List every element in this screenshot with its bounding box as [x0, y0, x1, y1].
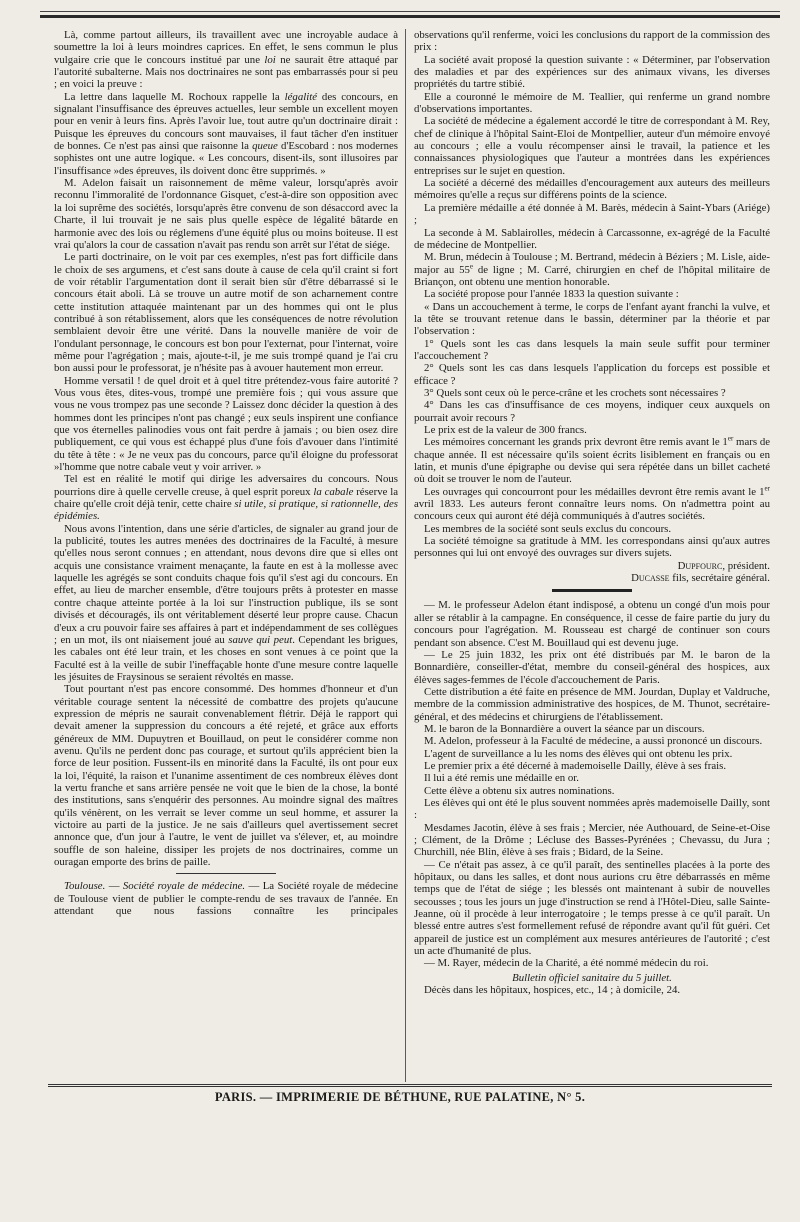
text-run: Tout pourtant n'est pas encore consommé. Des hommes d'honneur et d'un véritable courage sentent la nécessité de combattre des projets qu'aucune expression de mépris ne saurait convenablement flétrir. Déjà le rapport qui devait amener la suppression du concours a été rejeté, et grâce aux efforts généreux de MM. Dupuytren et Bouillaud, on peut le considérer comme non avenu. Qu'ils ne perdent donc pas courage, et surtout qu'ils apprécient bien la force de leur position. Fussent-ils en minorité dans la Faculté, ils ont pour eux la loi, l'équité, la raison et l'unanime assentiment de ces nombreux élèves dont la vertu franche et sans arrière pensée ne voit que le bien de la chose, la bonté des institutions, sans s'enquérir des personnes. Au moindre signal des maîtres qu'ils vénèrent, on les verrait se lever comme un seul homme, et assurer la victoire au parti de la justice. Je ne sais d'ailleurs quel avertissement secret annonce que, d'un jour à l'autre, le vent de juillet va s'élever, et, au moindre souffle de son haleine, dissiper les projets de nos doctrinaires, comme un ouragan emporte des brins de paille. — [54, 683, 398, 869]
paragraph — [414, 115, 770, 177]
footer-rule — [48, 1084, 772, 1087]
text-run: M. le baron de la Bonnardière a ouvert la séance par un discours. — [424, 722, 705, 735]
text-run: Décès dans les hôpitaux, hospices, etc., 14 ; à domicile, 24. — [424, 984, 681, 997]
paragraph — [54, 683, 398, 868]
text-run: La société avait proposé la question suivante : « Déterminer, par l'observation des maladies et par des expériences sur des animaux vivans, les diverses propriétés du tartre stibié. — [414, 53, 770, 91]
italic-text: légalité — [284, 90, 318, 103]
paragraph — [414, 301, 770, 338]
paragraph — [54, 91, 398, 177]
text-run: Les ouvrages qui concourront pour les médailles devront être remis avant le 1 — [424, 485, 765, 498]
article-doctrinaires — [54, 29, 398, 868]
text-run: d'Escobard : nos modernes sophistes ont une autre logique. « Les concours, disent-ils, sont illusoires par l'insuffisance »des épreuves, ils doivent donc être supprimés. » — [54, 140, 398, 177]
text-run: observations qu'il renferme, voici les conclusions du rapport de la commission des prix : — [414, 29, 770, 54]
text-run: La seconde à M. Sablairolles, médecin à Carcassonne, ex-agrégé de la Faculté de médecine de Montpellier. — [414, 226, 770, 251]
paragraph — [414, 760, 770, 772]
text-run: 2° Quels sont les cas dans lesquels l'application du forceps est possible et efficace ? — [414, 362, 770, 387]
printer-imprint: PARIS. — IMPRIMERIE DE BÉTHUNE, RUE PALATINE, N° 5. — [214, 1090, 586, 1104]
text-run: — M. Rayer, médecin de la Charité, a été nommé médecin du roi. — [424, 957, 709, 970]
text-run: Tel est en réalité le motif qui dirige les adversaires du concours. Nous pourrions dire à quelle cervelle creuse, à quel esprit poreux — [54, 473, 398, 498]
text-run: La société a décerné des médailles d'encouragement aux auteurs des meilleurs mémoires qu'elle a reçus sur différens points de la science. — [414, 177, 770, 202]
signatures — [414, 560, 770, 585]
paragraph — [414, 338, 770, 363]
paragraph — [414, 227, 770, 252]
text-run: Il lui a été remis une médaille en or. — [424, 772, 579, 785]
italic-text: loi — [264, 53, 276, 66]
text-run: La société propose pour l'année 1833 la question suivante : — [424, 288, 679, 301]
bulletin-heading — [414, 972, 770, 984]
text-run: La société témoigne sa gratitude à MM. les correspondans ainsi qu'aux autres personnes qui lui ont envoyé des ouvrages sur divers sujets. — [414, 535, 770, 560]
text-run: Cette distribution a été faite en présence de MM. Jourdan, Duplay et Valdruche, membre de la commission administrative des hospices, de M. Thunot, secrétaire-général, et des médecins et chirurgiens de l'établissement. — [414, 685, 770, 723]
paragraph — [414, 957, 770, 969]
text-run: — — [105, 880, 123, 893]
text-run: de ligne ; M. Carré, chirurgien en chef de l'hôpital militaire de Briançon, ont obtenu une mention honorable. — [414, 263, 770, 288]
text-run: — M. le professeur Adelon étant indisposé, a obtenu un congé d'un mois pour aller se rétablir à la campagne. En conséquence, il cesse de faire partie du jury du concours pour l'agrégation. M. Rousseau est chargé de continuer son cours pendant son absence. C'est M. Bouillaud qui est devenu juge. — [414, 599, 770, 649]
paragraph — [414, 984, 770, 996]
paragraph — [54, 473, 398, 522]
text-run: M. Adelon, professeur à la Faculté de médecine, a aussi prononcé un discours. — [424, 735, 763, 748]
signature-name: Ducasse — [631, 572, 670, 585]
paragraph — [414, 91, 770, 116]
paragraph — [414, 723, 770, 735]
paragraph — [414, 177, 770, 202]
text-run: 1° Quels sont les cas dans lesquels la main seule suffit pour terminer l'accouchement ? — [414, 337, 770, 362]
text-run: — Ce n'était pas assez, à ce qu'il paraît, des sentinelles placées à la porte des hôpitaux, ou dans les salles, et dont nous aurions cru être débarrassés en même temps que de l'état de siége ; les blessés ont maintenant à subir de nouvelles secousses ; tous les jours un juge d'instruction se rend à l'Hôtel-Dieu, salle Sainte-Jeanne, où il procède à leur interrogatoire ; le temps presse à ce qu'il paraît. Un blessé entre autres s'est formellement refusé de répondre avant qu'il fût guéri. Cet appareil de justice est un complément aux mesures antérieures de l'autorité ; c'est un acte d'humanité de plus. — [414, 858, 770, 958]
text-run: Les mémoires concernant les grands prix devront être remis avant le 1 — [424, 436, 728, 449]
italic-text: Société royale de médecine. — [122, 880, 246, 893]
text-run: « Dans un accouchement à terme, le corps de l'enfant ayant franchi la vulve, et la tête se trouvant retenue dans le bassin, déterminer par la théorie et par l'observation : — [414, 300, 770, 338]
text-run: Nous avons l'intention, dans une série d'articles, de signaler au grand jour de la publicité, toutes les autres menées des doctrinaires de la Faculté, à mesure qu'elles nous seront connues ; en attendant, nous devons dire que si elles ont acquis une consistance vraiment menaçante, la faute en est à la mollesse avec laquelle les agrégés se sont conduits chaque fois qu'il s'est agi du concours. En effet, au lieu de marcher ensemble, d'être toujours prêts à protester en masse contre chaque atteinte portée à la loi sur l'instruction publique, ils se sont divisés et découragés, ils ont véritablement déserté leur propre cause. Chacun d'eux a cru pouvoir faire ses affaires à part et indépendamment de ses collègues ; en un mot, ils ont niaisement joué au — [54, 522, 398, 646]
section-divider — [176, 873, 276, 874]
right-column — [414, 29, 770, 1082]
paragraph — [414, 859, 770, 958]
paragraph — [414, 797, 770, 822]
paragraph — [414, 251, 770, 288]
text-run: — Le 25 juin 1832, les prix ont été distribués par M. le baron de la Bonnardière, conseiller-d'état, membre du conseil-général des hospices, aux élèves sages-femmes de l'école d'accouchement de Paris. — [414, 648, 770, 686]
paragraph — [54, 880, 398, 917]
text-run: . Cependant les brigues, les cabales ont été leur train, et les choses en sont venues à ce point que la Faculté est à la veille de subir l'ineffaçable honte d'une mesure contre laquelle les jésuites de Fraysinous se seraient révoltés en masse. — [54, 633, 398, 683]
text-run: La première médaille a été donnée à M. Barès, médecin à Saint-Ybars (Ariége) ; — [414, 201, 770, 227]
text-run: M. Adelon faisait un raisonnement de même valeur, lorsqu'après avoir reconnu l'immoralité de l'ordonnance Gisquet, c'est-à-dire son opposition avec la loi suprême des sociétés, lorsqu'après être convenu de son désaccord avec la Charte, il lui trouvait je ne sais plus quelle espèce de légalité bâtarde en harmonie avec des lois ou réglemens d'une équité plus ou moins boiteuse. Il est vrai qu'alors la cour de cassation n'avait pas rendu son arrêt sur l'état de siége. — [54, 177, 398, 251]
italic-text: si utile, si pratique, si rationnelle, des épidémies. — [54, 498, 398, 523]
paragraph — [414, 436, 770, 485]
text-run: Le parti doctrinaire, on le voit par ces exemples, n'est pas fort difficile dans le choix de ses argumens, et c'est sans doute à cause de cela qu'il craint si fort de voir rétablir l'argumentation dont il serait bien sûr d'être débarrassé si le concours était aboli. Là se trouve un autre motif de son acharnement contre cette institution attaquée maintenant par un des hommes qui ont le plus contribué à son rétablissement, alors que les conséquences de notre révolution semblaient devoir être une vérité. Dans la nouvelle manière de voir de l'ondulant personnage, le concours est bon pour l'externat, pour l'internat, voire même pour l'agrégation ; mais, ajoute-t-il, je me suis trompé quand je l'ai cru bon aussi pour le professorat, je n'hésite pas à avouer hautement mon erreur. — [54, 251, 398, 375]
paragraph — [54, 375, 398, 474]
text-run: fils, secrétaire général. — [669, 572, 770, 585]
column-divider — [405, 29, 406, 1082]
paragraph — [414, 822, 770, 859]
text-run: des concours, en signalant l'insuffisance des épreuves actuelles, leur semble un excellent moyen pour en venir à leurs fins. Après l'avoir lue, tout autre qu'un doctrinaire dirait : Puisque les épreuves du concours sont mauvaises, il faut tâcher d'en instituer de bonnes. Ce n'est pas ainsi que raisonne la — [54, 90, 398, 153]
article-toulouse — [54, 880, 398, 917]
text-run: Le prix est de la valeur de 300 francs. — [424, 424, 587, 436]
paragraph — [414, 523, 770, 535]
deaths-report — [414, 984, 770, 996]
left-column — [54, 29, 398, 1082]
text-run: ne saurait être attaqué par l'autorité subalterne. Mais nos doctrinaires ne sont pas embarrassés pour si peu ; en voici la preuve : — [54, 53, 398, 91]
superscript: er — [727, 434, 734, 443]
bulletin-title — [414, 972, 770, 984]
paragraph — [414, 686, 770, 723]
paragraph — [414, 288, 770, 300]
signature-name: Dupfourc — [677, 559, 723, 572]
news-items — [414, 599, 770, 969]
paragraph — [414, 202, 770, 227]
article-toulouse-continued — [414, 29, 770, 560]
paragraph — [414, 599, 770, 648]
text-run: avril 1833. Les auteurs feront connaître leurs noms. On n'admettra point au concours ceux qui auront été déjà communiqués à d'autres sociétés. — [414, 498, 770, 523]
paragraph — [414, 399, 770, 424]
paragraph — [54, 177, 398, 251]
paragraph — [414, 748, 770, 760]
paragraph — [414, 785, 770, 797]
italic-text: sauve qui peut — [228, 633, 293, 646]
paragraph — [414, 649, 770, 686]
paragraph — [54, 29, 398, 91]
paragraph — [414, 387, 770, 399]
text-run: La lettre dans laquelle M. Rochoux rappelle la — [64, 90, 285, 103]
text-run: Mesdames Jacotin, élève à ses frais ; Mercier, née Authouard, de Seine-et-Oise ; Clément, de la Drôme ; Lécluse des Basses-Pyrénées ; Chevassu, du Jura ; Churchill, née Blin, élève à ses frais ; Bidard, de la Seine. — [414, 821, 770, 859]
italic-text: Bulletin officiel sanitaire du 5 juillet. — [512, 971, 672, 984]
text-run: L'agent de surveillance a lu les noms des élèves qui ont obtenu les prix. — [424, 747, 733, 760]
text-run: La société de médecine a également accordé le titre de correspondant à M. Rey, chef de clinique à l'hôpital Saint-Eloi de Montpellier, auteur d'un mémoire envoyé au concours ; elle a voulu récompenser ainsi le travail, la patience et les connaissances physiologiques que l'auteur a montrées dans les expériences entreprises sur le sujet en question. — [414, 115, 770, 177]
signature-line — [414, 560, 770, 572]
text-run: — La Société royale de médecine de Toulouse vient de publier le compte-rendu de ses travaux de l'année. En attendant que nous fassions connaître les principales — [54, 880, 398, 918]
paragraph — [414, 362, 770, 387]
text-run: M. Brun, médecin à Toulouse ; M. Bertrand, médecin à Béziers ; M. Lisle, aide-major au 55 — [414, 251, 770, 276]
text-run: , président. — [722, 559, 770, 572]
italic-text: queue — [252, 140, 278, 153]
text-run: réserve la chaire qu'elle croit déjà tenir, cette chaire — [54, 485, 398, 511]
signature-line — [414, 572, 770, 584]
text-run: Elle a couronné le mémoire de M. Teallier, qui renferme un grand nombre d'observations importantes. — [414, 90, 770, 116]
superscript: er — [764, 484, 770, 493]
superscript: e — [469, 261, 474, 270]
paragraph — [414, 772, 770, 784]
italic-text: la cabale — [313, 485, 354, 498]
text-run: Les membres de la société sont seuls exclus du concours. — [424, 522, 672, 535]
paragraph — [414, 424, 770, 436]
text-run: Là, comme partout ailleurs, ils travaillent avec une incroyable audace à soumettre la loi à leurs moindres caprices. En effet, le sens commun le plus vulgaire crie que le concours institué par une — [54, 29, 398, 66]
paragraph — [414, 535, 770, 560]
header-rule — [40, 11, 780, 18]
paragraph — [414, 735, 770, 747]
text-run: Le premier prix a été décerné à mademoiselle Dailly, élève à ses frais. — [424, 759, 727, 772]
section-divider — [552, 589, 632, 592]
text-run: Homme versatil ! de quel droit et à quel titre prétendez-vous faire autorité ? Vous vous êtes, dites-vous, trompé une première fois ; qui vous assure que vous ne vous trompez pas une seconde ? Laissez donc décider la question à des hommes dont les principes n'ont pas changé ; eux seuls inspirent une confiance que vos éternelles palinodies vous ont fait perdre à jamais ; ou bien osez dire publiquement, ce qui vous est échappé plus d'une fois d'avouer dans l'intimité du tête à tête : « Je ne veux pas du concours, parce qu'il éloigne du professorat »l'homme que notre cabale veut y voir arriver. » — [54, 374, 398, 474]
paragraph — [54, 523, 398, 683]
italic-text: Toulouse. — [64, 880, 106, 893]
text-run: Les élèves qui ont été le plus souvent nommées après mademoiselle Dailly, sont : — [414, 796, 770, 822]
paragraph — [414, 29, 770, 54]
paragraph — [414, 54, 770, 91]
paragraph — [414, 486, 770, 523]
text-run: 4° Dans les cas d'insuffisance de ces moyens, indiquer ceux auxquels on pourrait avoir recours ? — [414, 399, 770, 424]
text-run: Cette élève a obtenu six autres nominations. — [424, 784, 615, 797]
text-run: 3° Quels sont ceux où le perce-crâne et les crochets sont nécessaires ? — [424, 386, 726, 399]
paragraph — [54, 251, 398, 374]
text-run: mars de chaque année. Il est nécessaire qu'ils soient écrits lisiblement en français ou en latin, et munis d'une épigraphe ou devise qui sera répétée dans un billet cacheté où doit se trouver le nom de l'auteur. — [414, 436, 770, 486]
